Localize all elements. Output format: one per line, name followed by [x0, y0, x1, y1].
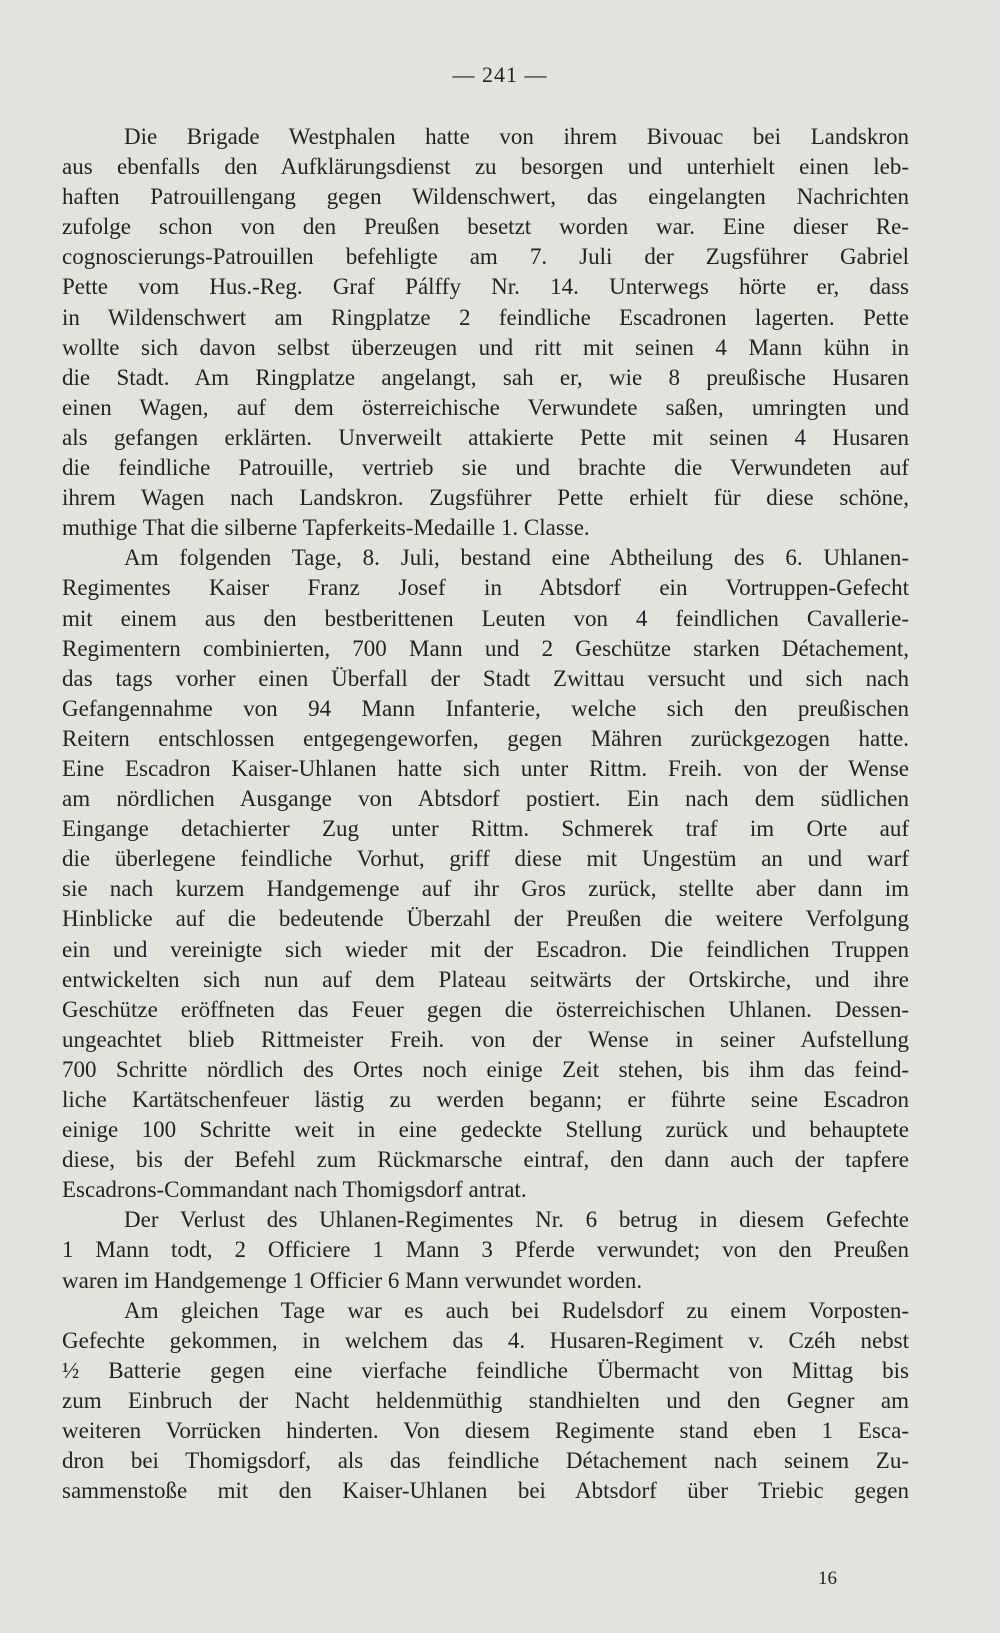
text-line: sie nach kurzem Handgemenge auf ihr Gros zurück, stellte aber dann im	[62, 876, 909, 902]
text-line: cognoscierungs-Patrouillen befehligte am 7. Juli der Zugsführer Gabriel	[62, 244, 909, 270]
text-line: zufolge schon von den Preußen besetzt worden war. Eine dieser Re-	[62, 214, 909, 240]
text-line: waren im Handgemenge 1 Officier 6 Mann verwundet worden.	[62, 1267, 643, 1293]
signature-mark: 16	[818, 1568, 837, 1589]
text-line: 700 Schritte nördlich des Ortes noch einige Zeit stehen, bis ihm das feind-	[62, 1056, 909, 1082]
text-line: liche Kartätschenfeuer lästig zu werden begann; er führte seine Escadron	[62, 1087, 909, 1112]
text-line: dron bei Thomigsdorf, als das feindliche Détachement nach seinem Zu-	[62, 1448, 909, 1474]
page-number: — 241 —	[452, 62, 548, 87]
text-line: aus ebenfalls den Aufklärungsdienst zu besorgen und unterhielt einen leb-	[62, 154, 909, 180]
text-line: Gefangennahme von 94 Mann Infanterie, welche sich den preußischen	[62, 695, 909, 721]
text-line: als gefangen erklärten. Unverweilt attakierte Pette mit seinen 4 Husaren	[62, 424, 909, 450]
text-line: Die Brigade Westphalen hatte von ihrem Bivouac bei Landskron	[124, 124, 909, 149]
text-line: Gefechte gekommen, in welchem das 4. Husaren-Regiment v. Czéh nebst	[62, 1327, 909, 1353]
text-line: das tags vorher einen Überfall der Stadt Zwittau versucht und sich nach	[62, 665, 909, 691]
text-line: wollte sich davon selbst überzeugen und ritt mit seinen 4 Mann kühn in	[62, 334, 909, 360]
text-line: in Wildenschwert am Ringplatze 2 feindliche Escadronen lagerten. Pette	[62, 304, 909, 330]
text-line: Hinblicke auf die bedeutende Überzahl der Preußen die weitere Verfolgung	[62, 906, 909, 932]
text-line: ihrem Wagen nach Landskron. Zugsführer Pette erhielt für diese schöne,	[62, 485, 909, 511]
text-line: ½ Batterie gegen eine vierfache feindliche Übermacht von Mittag bis	[62, 1357, 909, 1383]
text-line: Am gleichen Tage war es auch bei Rudelsdorf zu einem Vorposten-	[124, 1297, 909, 1323]
text-line: mit einem aus den bestberittenen Leuten von 4 feindlichen Cavallerie-	[62, 605, 909, 631]
text-line: die überlegene feindliche Vorhut, griff diese mit Ungestüm an und warf	[62, 846, 909, 872]
text-line: Am folgenden Tage, 8. Juli, bestand eine Abtheilung des 6. Uhlanen-	[124, 545, 909, 571]
text-line: Pette vom Hus.-Reg. Graf Pálffy Nr. 14. Unterwegs hörte er, dass	[62, 274, 909, 300]
text-line: die feindliche Patrouille, vertrieb sie und brachte die Verwundeten auf	[62, 455, 909, 481]
text-line: Eingange detachierter Zug unter Rittm. Schmerek traf im Orte auf	[62, 816, 909, 842]
text-line: ein und vereinigte sich wieder mit der Escadron. Die feindlichen Truppen	[62, 936, 909, 962]
text-line: einige 100 Schritte weit in eine gedeckte Stellung zurück und behauptete	[62, 1117, 909, 1143]
text-line: Geschütze eröffneten das Feuer gegen die österreichischen Uhlanen. Dessen-	[62, 996, 909, 1022]
text-line: Regimentern combinierten, 700 Mann und 2 Geschütze starken Détachement,	[62, 635, 909, 661]
text-line: ungeachtet blieb Rittmeister Freih. von der Wense in seiner Aufstellung	[62, 1026, 909, 1052]
text-line: entwickelten sich nun auf dem Plateau seitwärts der Ortskirche, und ihre	[62, 966, 909, 992]
body-text	[62, 122, 909, 1506]
text-line: 1 Mann todt, 2 Officiere 1 Mann 3 Pferde verwundet; von den Preußen	[62, 1237, 909, 1263]
text-line: am nördlichen Ausgange von Abtsdorf postiert. Ein nach dem südlichen	[62, 786, 909, 812]
text-line: haften Patrouillengang gegen Wildenschwert, das eingelangten Nachrichten	[62, 184, 909, 210]
text-line: Escadrons-Commandant nach Thomigsdorf antrat.	[62, 1177, 527, 1203]
text-line: zum Einbruch der Nacht heldenmüthig standhielten und den Gegner am	[62, 1387, 909, 1413]
text-line: Der Verlust des Uhlanen-Regimentes Nr. 6 betrug in diesem Gefechte	[124, 1207, 909, 1233]
text-line: Eine Escadron Kaiser-Uhlanen hatte sich unter Rittm. Freih. von der Wense	[62, 755, 909, 781]
text-line: diese, bis der Befehl zum Rückmarsche eintraf, den dann auch der tapfere	[62, 1147, 909, 1173]
text-line: Reitern entschlossen entgegengeworfen, gegen Mähren zurückgezogen hatte.	[62, 725, 909, 751]
text-line: sammenstoße mit den Kaiser-Uhlanen bei Abtsdorf über Triebic gegen	[62, 1478, 909, 1504]
text-line: einen Wagen, auf dem österreichische Verwundete saßen, umringten und	[62, 394, 909, 420]
text-line: die Stadt. Am Ringplatze angelangt, sah er, wie 8 preußische Husaren	[62, 364, 909, 390]
text-line: weiteren Vorrücken hinderten. Von diesem Regimente stand eben 1 Esca-	[62, 1418, 909, 1444]
text-line: Regimentes Kaiser Franz Josef in Abtsdorf ein Vortruppen-Gefecht	[62, 575, 909, 601]
text-line: muthige That die silberne Tapferkeits-Medaille 1. Classe.	[62, 515, 590, 541]
